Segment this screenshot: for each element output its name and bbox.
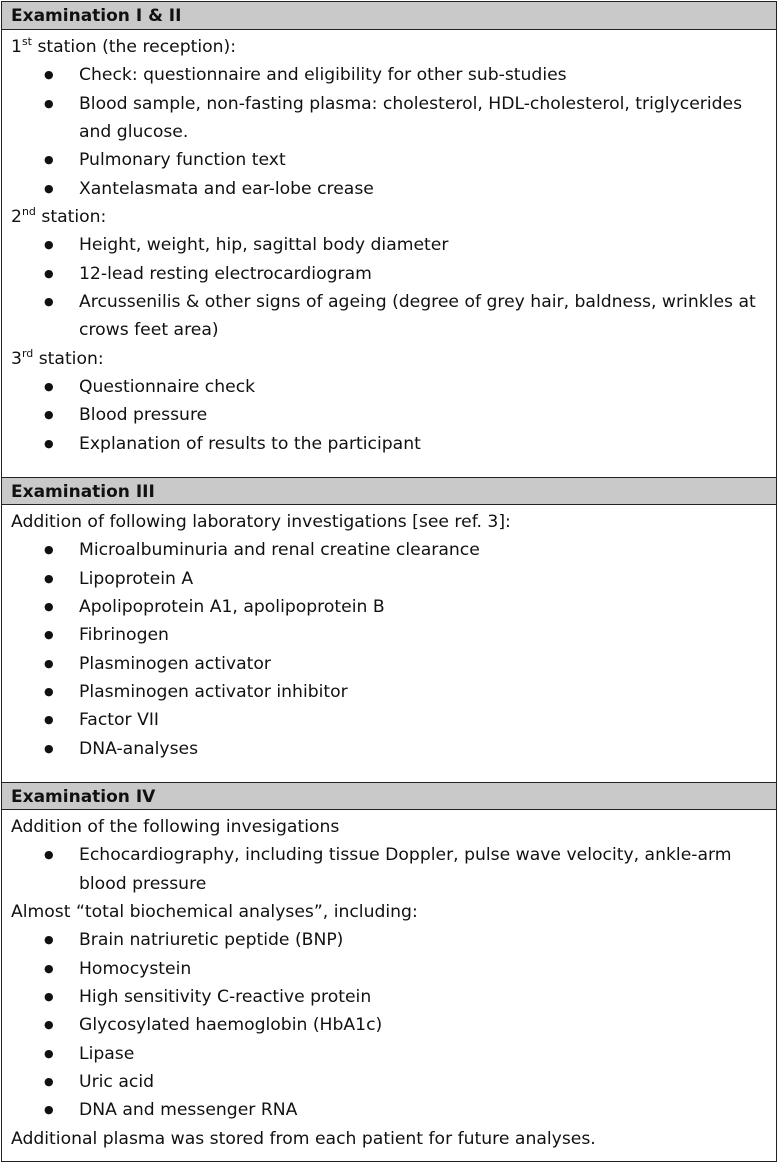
list-item: ● Questionnaire check <box>11 373 776 401</box>
list-item: ● Height, weight, hip, sagittal body diameter <box>11 231 776 259</box>
station-heading: 2nd station: <box>11 205 107 228</box>
section-header-exam-4: Examination IV <box>2 782 776 810</box>
section-intro: Addition of following laboratory investigations [see ref. 3]: <box>11 512 511 532</box>
list-item: ● Brain natriuretic peptide (BNP) <box>11 926 776 954</box>
list-item: ● Glycosylated haemoglobin (HbA1c) <box>11 1011 776 1039</box>
list-item: ● Blood sample, non-fasting plasma: cholesterol, HDL-cholesterol, triglycerides and glucose. <box>11 90 776 147</box>
list-item: ● 12-lead resting electrocardiogram <box>11 260 776 288</box>
list-item: ● Arcussenilis & other signs of ageing (degree of grey hair, baldness, wrinkles at crows feet area) <box>11 288 776 345</box>
list-item: ● Lipase <box>11 1040 776 1068</box>
list-item: ● Homocystein <box>11 955 776 983</box>
section-intro-2: Almost “total biochemical analyses”, including: <box>11 902 418 923</box>
list-item: ● Plasminogen activator inhibitor <box>11 678 776 706</box>
list-item: ● Blood pressure <box>11 401 776 429</box>
list-item: ● Lipoprotein A <box>11 565 776 593</box>
station-heading: 1st station (the reception): <box>11 35 237 57</box>
list-item: ● Plasminogen activator <box>11 650 776 678</box>
list-item: ● High sensitivity C-reactive protein <box>11 983 776 1011</box>
list-item: ● Apolipoprotein A1, apolipoprotein B <box>11 593 776 621</box>
list-item: ● Microalbuminuria and renal creatine clearance <box>11 536 776 564</box>
section-body-exam-1-2 <box>2 30 776 477</box>
section-intro: Addition of the following invesigations <box>11 817 340 837</box>
list-item: ● Fibrinogen <box>11 621 776 649</box>
list-item: ● Uric acid <box>11 1068 776 1096</box>
list-item: ● DNA and messenger RNA <box>11 1096 776 1124</box>
list-item: ● Xantelasmata and ear-lobe crease <box>11 175 776 203</box>
list-item: ● Pulmonary function text <box>11 146 776 174</box>
list-item: ● DNA-analyses <box>11 735 776 763</box>
section-header-exam-1-2: Examination I & II <box>2 2 776 30</box>
list-item: ● Echocardiography, including tissue Doppler, pulse wave velocity, ankle-arm blood pressure <box>11 841 776 898</box>
section-header-exam-3: Examination III <box>2 477 776 505</box>
station-heading: 3rd station: <box>11 346 104 369</box>
section-footer-note: Additional plasma was stored from each patient for future analyses. <box>11 1128 596 1149</box>
section-body-exam-4 <box>2 810 776 1161</box>
section-body-exam-3 <box>2 505 776 782</box>
list-item: ● Factor VII <box>11 706 776 734</box>
list-item: ● Check: questionnaire and eligibility for other sub-studies <box>11 61 776 89</box>
examination-table <box>1 1 777 1162</box>
list-item: ● Explanation of results to the participant <box>11 430 776 458</box>
